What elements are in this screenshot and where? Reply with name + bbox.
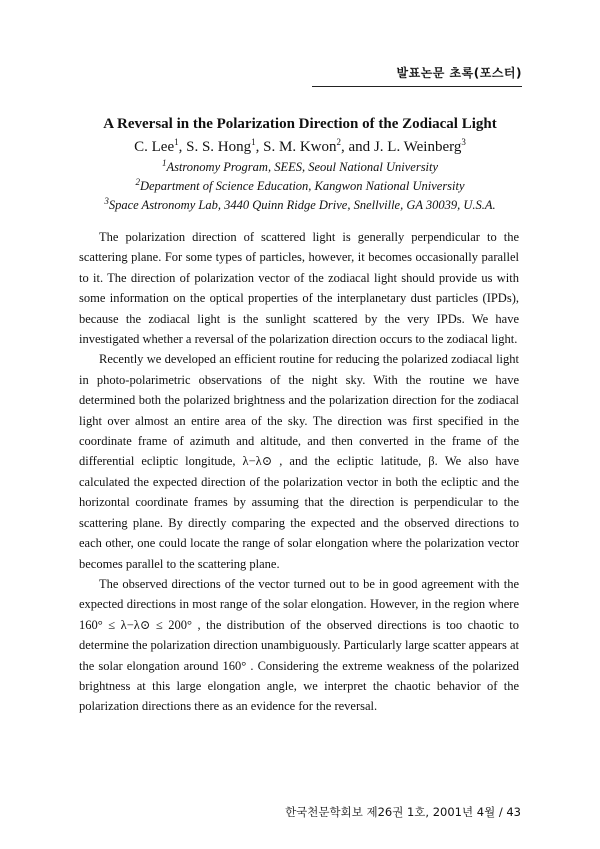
affil-mark: 1 bbox=[161, 158, 167, 168]
author-affil-mark: 2 bbox=[336, 137, 342, 147]
affil-text: Space Astronomy Lab, 3440 Quinn Ridge Drive, Snellville, GA 30039, U.S.A. bbox=[108, 198, 496, 213]
abstract-paragraph: The polarization direction of scattered light is generally perpendicular to the scattering plane. For some types of particles, however, it becomes occasionally parallel to it. The direction of polarization vector of the zodiacal light should provide us with some information on the optical properties of the interplanetary dust particles (IPDs), because the zodiacal light is the sunlight scattered by the very IPDs. We have investigated whether a reversal of the polarization direction occurs to the zodiacal light. bbox=[79, 230, 519, 347]
journal-citation-footer: 한국천문학회보 제26권 1호, 2001년 4월 / 43 bbox=[285, 805, 521, 819]
author-name: S. S. Hong bbox=[186, 139, 252, 155]
author-list bbox=[60, 137, 540, 156]
author-name: C. Lee bbox=[134, 139, 175, 155]
author-name: S. M. Kwon bbox=[263, 139, 337, 155]
paper-title: A Reversal in the Polarization Direction of the Zodiacal Light bbox=[103, 116, 497, 132]
author-affil-mark: 1 bbox=[174, 137, 179, 147]
affil-mark: 2 bbox=[135, 177, 140, 187]
author-affil-mark: 1 bbox=[251, 137, 256, 147]
abstract-paragraph: The observed directions of the vector turned out to be in good agreement with the expected directions in most range of the solar elongation. However, in the region where 160° ≤ λ−λ⊙ ≤ 200° , the distribution of the observed directions is too chaotic to determine the polarization direction unambiguously. Particularly large scatter appears at the solar elongation around 160° . Considering the extreme weakness of the polarized brightness at this large elongation angle, we interpret the chaotic behavior of the polarization directions there as an evidence for the reversal. bbox=[79, 576, 519, 714]
author-separator: , bbox=[178, 139, 187, 155]
abstract-paragraph: Recently we developed an efficient routine for reducing the polarized zodiacal light in photo-polarimetric observations of the night sky. With the routine we have determined both the polarized brightness and the polarization direction for the zodiacal light over almost an entire area of the sky. The direction was first specified in the coordinate frame of azimuth and altitude, and then converted in the frame of the differential ecliptic longitude, λ−λ⊙ , and the ecliptic latitude, β. We also have calculated the expected direction of the polarization vector in both the ecliptic and the horizontal coordinate frames by assuming that the direction is perpendicular to the scattering plane. By directly comparing the expected and the observed directions to each other, one could locate the range of solar elongation where the polarization vector becomes parallel to the scattering plane. bbox=[79, 352, 519, 571]
abstract-body bbox=[79, 227, 519, 717]
affiliation-1 bbox=[40, 158, 560, 175]
author-separator: , and bbox=[341, 139, 374, 155]
section-header-label: 발표논문 초록(포스터) bbox=[396, 66, 522, 80]
author-name: J. L. Weinberg bbox=[373, 139, 462, 155]
author-affil-mark: 3 bbox=[461, 137, 466, 147]
affil-text: Department of Science Education, Kangwon National University bbox=[139, 179, 465, 194]
affiliation-2 bbox=[40, 177, 560, 194]
author-separator: , bbox=[255, 139, 264, 155]
affil-mark: 3 bbox=[104, 196, 109, 206]
affil-text: Astronomy Program, SEES, Seoul National University bbox=[166, 160, 439, 175]
affiliation-3 bbox=[40, 196, 560, 213]
header-rule bbox=[312, 86, 522, 87]
